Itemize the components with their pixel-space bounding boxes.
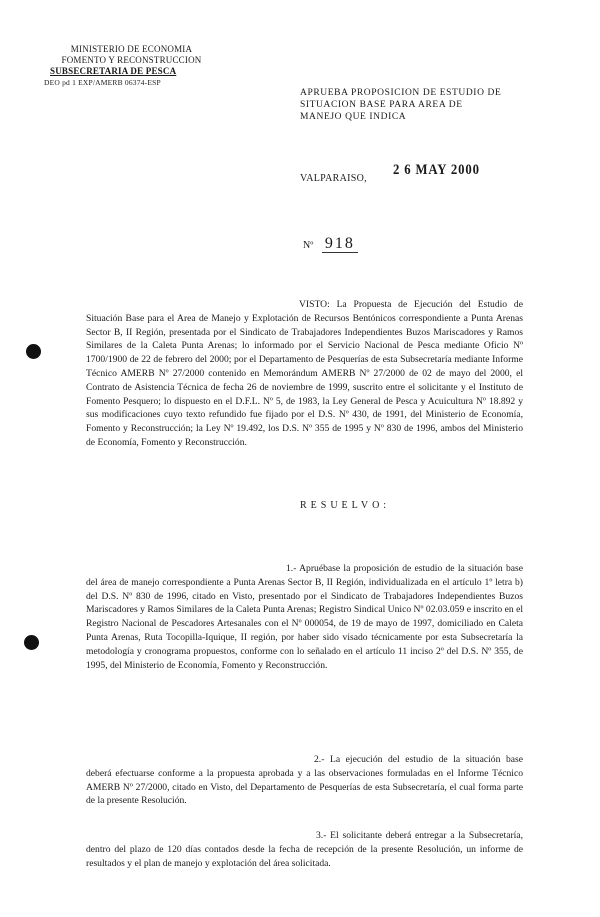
visto-text: VISTO: La Propuesta de Ejecución del Estudio de Situación Base para el Area de Manejo y Explotación de Recursos Bentónicos correspondiente a Punta Arenas Sector B, II Región, presentada por el Sindicato de Trabajadores Independientes Buzos Mariscadores y Ramos Similares de la Caleta Punta Arenas; lo informado por el Servicio Nacional de Pesca mediante Oficio Nº 1700/1900 de 22 de febrero del 2000; por el Departamento de Pesquerías de esta Subsecretaría mediante Informe Técnico AMERB Nº 27/2000 contenido en Memorándum AMERB Nº 27/2000 de 02 de mayo del 2000, el Contrato de Asistencia Técnica de fecha 26 de noviembre de 1999, suscrito entre el solicitante y el Instituto de Fomento Pesquero; lo dispuesto en el D.F.L. Nº 5, de 1983, la Ley General de Pesca y Acuicultura Nº 18.892 y sus modificaciones cuyo texto refundido fue fijado por el D.S. Nº 430, de 1991, del Ministerio de Economía, Fomento y Reconstrucción; la Ley Nº 19.492, los D.S. Nº 355 de 1995 y Nº 830 de 1996, ambos del Ministerio de Economía, Fomento y Reconstrucción. [86, 299, 523, 448]
number-value: 918 [322, 236, 358, 253]
ruling-title-line: MANEJO QUE INDICA [300, 112, 407, 122]
ruling-title-line: APRUEBA PROPOSICION DE ESTUDIO DE [300, 88, 502, 98]
point-2-text: 2.- La ejecución del estudio de la situación base deberá efectuarse conforme a la propuesta aprobada y a las observaciones formuladas en el Informe Técnico AMERB Nº 27/2000, citado en Visto, del Departamento de Pesquerías de esta Subsecretaría, el cual forma parte de la presente Resolución. [86, 754, 523, 807]
ruling-title-line: SITUACION BASE PARA AREA DE [300, 100, 463, 110]
ministry-line-1: MINISTERIO DE ECONOMIA [70, 44, 193, 54]
resolution-point-2 [86, 753, 523, 808]
date-stamp: 2 6 MAY 2000 [393, 162, 480, 178]
letterhead [44, 44, 219, 88]
reference-code: DEO pd 1 EXP/AMERB 06374-ESP [44, 78, 161, 87]
punch-hole [26, 344, 41, 359]
number-label: Nº [303, 240, 314, 251]
resuelvo-heading: RESUELVO: [300, 500, 391, 511]
point-1-text: 1.- Apruébase la proposición de estudio de la situación base del área de manejo correspondiente a Punta Arenas Sector B, II Región, individualizada en el artículo 1º letra b) del D.S. Nº 830 de 1996, citado en Visto, presentado por el Sindicato de Trabajadores Independientes Buzos Mariscadores y Ramos Similares de la Caleta Punta Arenas; Registro Sindical Unico Nº 02.03.059 e inscrito en el Registro Nacional de Pescadores Artesanales con el Nº 000054, de 19 de mayo de 1997, domiciliado en Caleta Punta Arenas, Ruta Tocopilla-Iquique, II región, por haber sido visado técnicamente por esta Subsecretaría la metodología y cronograma propuestos, conforme con lo señalado en el artículo 11 inciso 2º del D.S. Nº 355, de 1995, del Ministerio de Economía, Fomento y Reconstrucción. [86, 563, 523, 671]
resolution-point-1 [86, 562, 523, 672]
resolution-point-3 [86, 829, 523, 870]
place-label: VALPARAISO, [300, 173, 367, 184]
ruling-title [300, 87, 525, 123]
ministry-line-2: FOMENTO Y RECONSTRUCCION [61, 55, 202, 65]
visto-paragraph [86, 298, 523, 450]
resolution-number [303, 236, 358, 253]
point-3-text: 3.- El solicitante deberá entregar a la Subsecretaría, dentro del plazo de 120 días contados desde la fecha de recepción de la presente Resolución, un informe de resultados y el plan de manejo y explotación del área solicitada. [86, 830, 523, 869]
punch-hole [24, 635, 39, 650]
subsecretaria-line: SUBSECRETARIA DE PESCA [50, 66, 177, 76]
